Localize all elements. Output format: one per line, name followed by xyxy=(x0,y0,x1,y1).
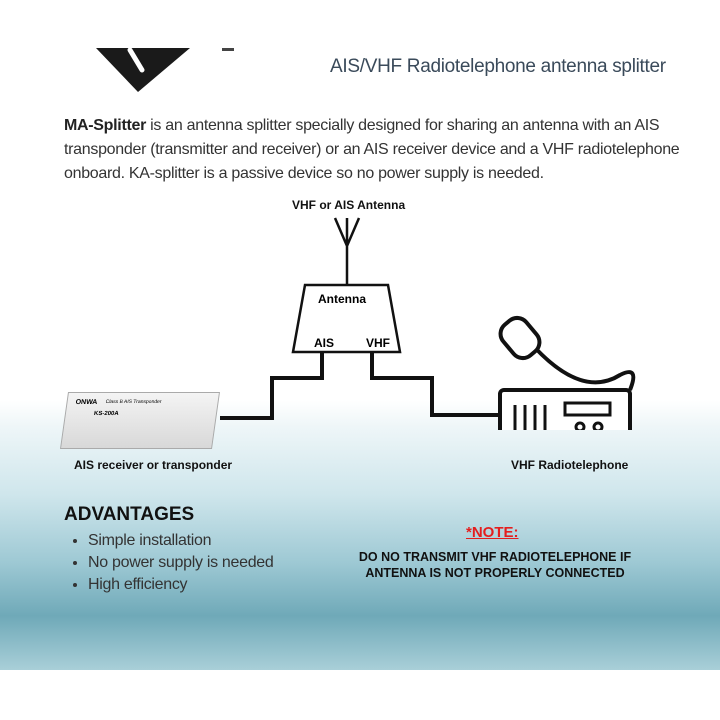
advantage-item: • High efficiency xyxy=(88,574,274,596)
antenna-icon xyxy=(335,218,359,285)
intro-paragraph xyxy=(64,114,704,186)
advantages-heading: ADVANTAGES xyxy=(64,504,195,525)
device-type: Class B AIS Transponder xyxy=(105,399,162,405)
vhf-device-label: VHF Radiotelephone xyxy=(511,458,629,472)
intro-text: is an antenna splitter specially designed for sharing an antenna with an AIS transponder (transmitter and receiver) or an AIS receiver device and a VHF radiotelephone onboard. KA-splitter is a passive device so no power supply is needed. xyxy=(64,117,680,182)
logo-fragment xyxy=(90,40,250,100)
page-title: AIS/VHF Radiotelephone antenna splitter xyxy=(330,56,666,77)
note-text: DO NO TRANSMIT VHF RADIOTELEPHONE IF ANTENNA IS NOT PROPERLY CONNECTED xyxy=(358,550,632,580)
port-vhf-label: VHF xyxy=(366,336,390,350)
brand-name: MA-Splitter xyxy=(64,117,147,134)
advantages-list xyxy=(64,530,274,596)
cable-ais xyxy=(220,352,322,418)
note-heading: *NOTE: xyxy=(466,524,519,541)
ais-transponder-device xyxy=(60,392,220,449)
device-brand: ONWA xyxy=(75,399,98,406)
splitter-label: Antenna xyxy=(318,292,366,306)
port-ais-label: AIS xyxy=(314,336,335,350)
advantage-item: • Simple installation xyxy=(88,530,274,552)
device-model: KS-200A xyxy=(93,411,120,417)
cable-vhf xyxy=(372,352,500,415)
ais-device-label: AIS receiver or transponder xyxy=(74,458,233,472)
radio-icon xyxy=(496,313,634,430)
antenna-label: VHF or AIS Antenna xyxy=(292,198,406,212)
advantage-item: • No power supply is needed xyxy=(88,552,274,574)
